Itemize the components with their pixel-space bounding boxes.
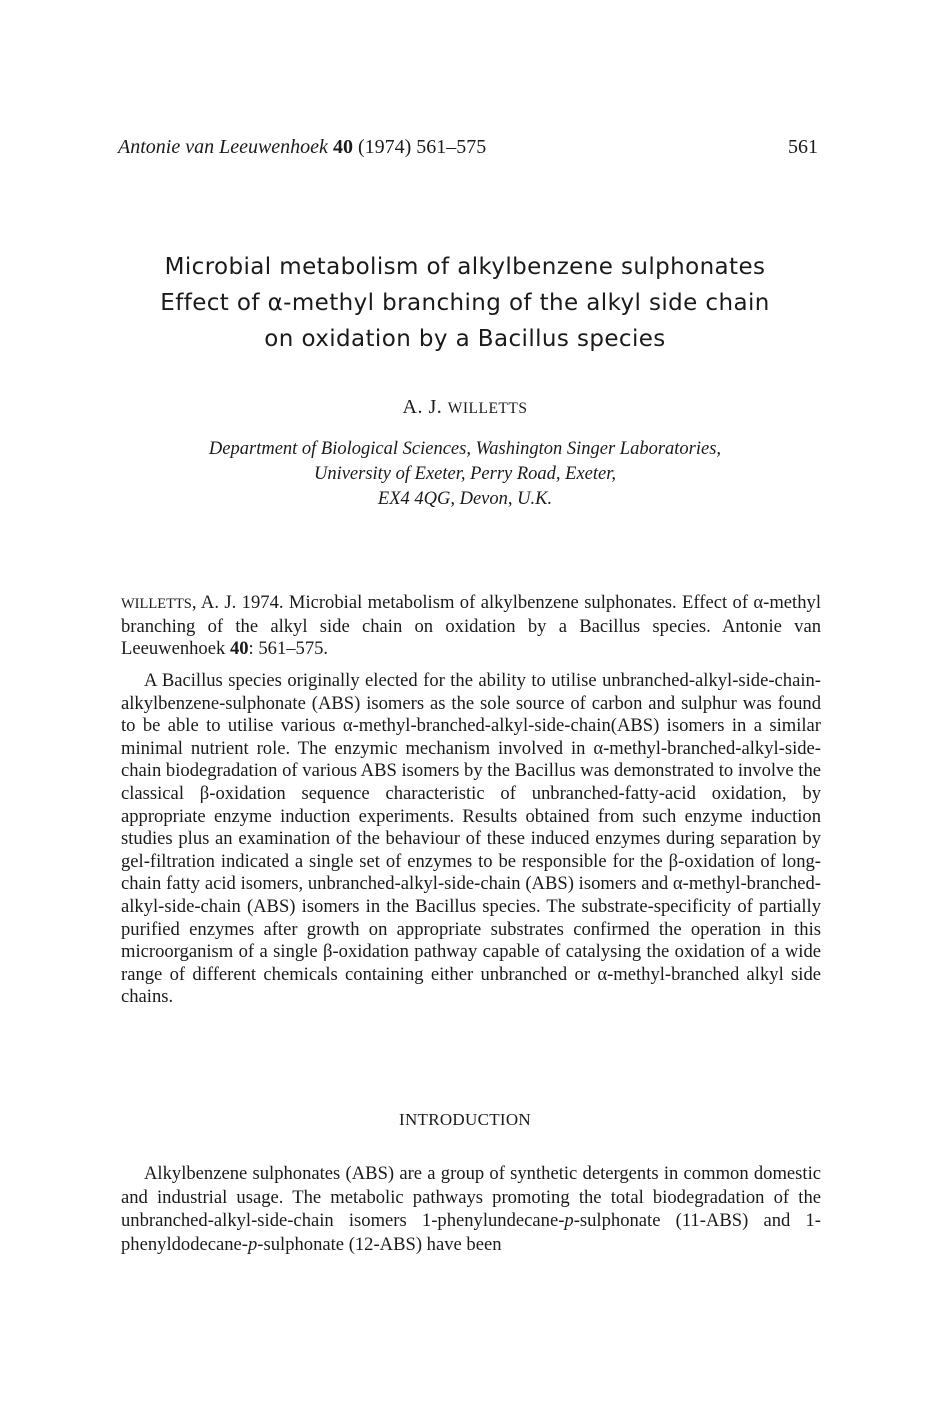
journal-reference [118, 136, 486, 159]
author-affiliation [60, 437, 870, 512]
affiliation-line-1: Department of Biological Sciences, Washington Singer Laboratories, [208, 439, 722, 459]
journal-volume: 40 [332, 136, 353, 158]
citation-author: WILLETTS [121, 596, 192, 612]
title-line-1: Microbial metabolism of alkylbenzene sulphonates [164, 254, 766, 280]
citation-paragraph [121, 592, 821, 661]
running-header [118, 136, 818, 159]
affiliation-line-3: EX4 4QG, Devon, U.K. [377, 489, 553, 509]
abstract [121, 670, 821, 1009]
intro-italic-p-2: p [248, 1234, 258, 1256]
citation-pages: : 561–575. [248, 638, 329, 660]
author-surname: WILLETTS [447, 400, 528, 417]
author-initials: A. J. [402, 396, 443, 418]
intro-text-part-2: -sulphonate (11-ABS) and 1-phenyldodecane- [121, 1210, 821, 1256]
intro-italic-p-1: p [564, 1210, 574, 1232]
section-heading-introduction: INTRODUCTION [398, 1110, 532, 1129]
title-line-2: Effect of α-methyl branching of the alkyl side chain [160, 290, 770, 316]
author-name [0, 396, 930, 419]
journal-name: Antonie van Leeuwenhoek [118, 136, 328, 158]
citation-volume: 40 [229, 638, 249, 660]
journal-year-pages: (1974) 561–575 [357, 136, 487, 158]
affiliation-line-2: University of Exeter, Perry Road, Exeter, [313, 464, 617, 484]
intro-text-part-1: Alkylbenzene sulphonates (ABS) are a group of synthetic detergents in common domestic and industrial usage. The metabolic pathways promoting the total biodegradation of the unbranched-alkyl-side-chain isomers 1-phenylundecane- [121, 1163, 821, 1232]
citation-text: , A. J. 1974. Microbial metabolism of alkylbenzene sulphonates. Effect of α-methyl branching of the alkyl side chain on oxidation by a Bacillus species. Antonie van Leeuwenhoek [121, 592, 821, 660]
introduction-paragraph [121, 1162, 821, 1257]
paper-title [60, 249, 870, 357]
abstract-paragraph: A Bacillus species originally elected for the ability to utilise unbranched-alkyl-side-chain-alkylbenzene-sulphonate (ABS) isomers as the sole source of carbon and sulphur was found to be able to utilise various α-methyl-branched-alkyl-side-chain(ABS) isomers in a similar minimal nutrient role. The enzymic mechanism involved in α-methyl-branched-alkyl-side-chain biodegradation of various ABS isomers by the Bacillus was demonstrated to involve the classical β-oxidation sequence characteristic of unbranched-fatty-acid oxidation, by appropriate enzyme induction experiments. Results obtained from such enzyme induction studies plus an examination of the behaviour of these induced enzymes during separation by gel-filtration indicated a single set of enzymes to be responsible for the β-oxidation of long-chain fatty acid isomers, unbranched-alkyl-side-chain (ABS) isomers and α-methyl-branched-alkyl-side-chain (ABS) isomers in the Bacillus species. The substrate-specificity of partially purified enzymes after growth on appropriate substrates confirmed the operation in this microorganism of a single β-oxidation pathway capable of catalysing the oxidation of a wide range of different chemicals containing either unbranched or α-methyl-branched alkyl side chains. [121, 670, 821, 1008]
citation-block [121, 592, 821, 661]
intro-text-part-3: -sulphonate (12-ABS) have been [257, 1234, 502, 1256]
title-line-3: on oxidation by a Bacillus species [264, 326, 666, 352]
page-number: 561 [788, 136, 818, 158]
introduction-text [121, 1162, 821, 1257]
